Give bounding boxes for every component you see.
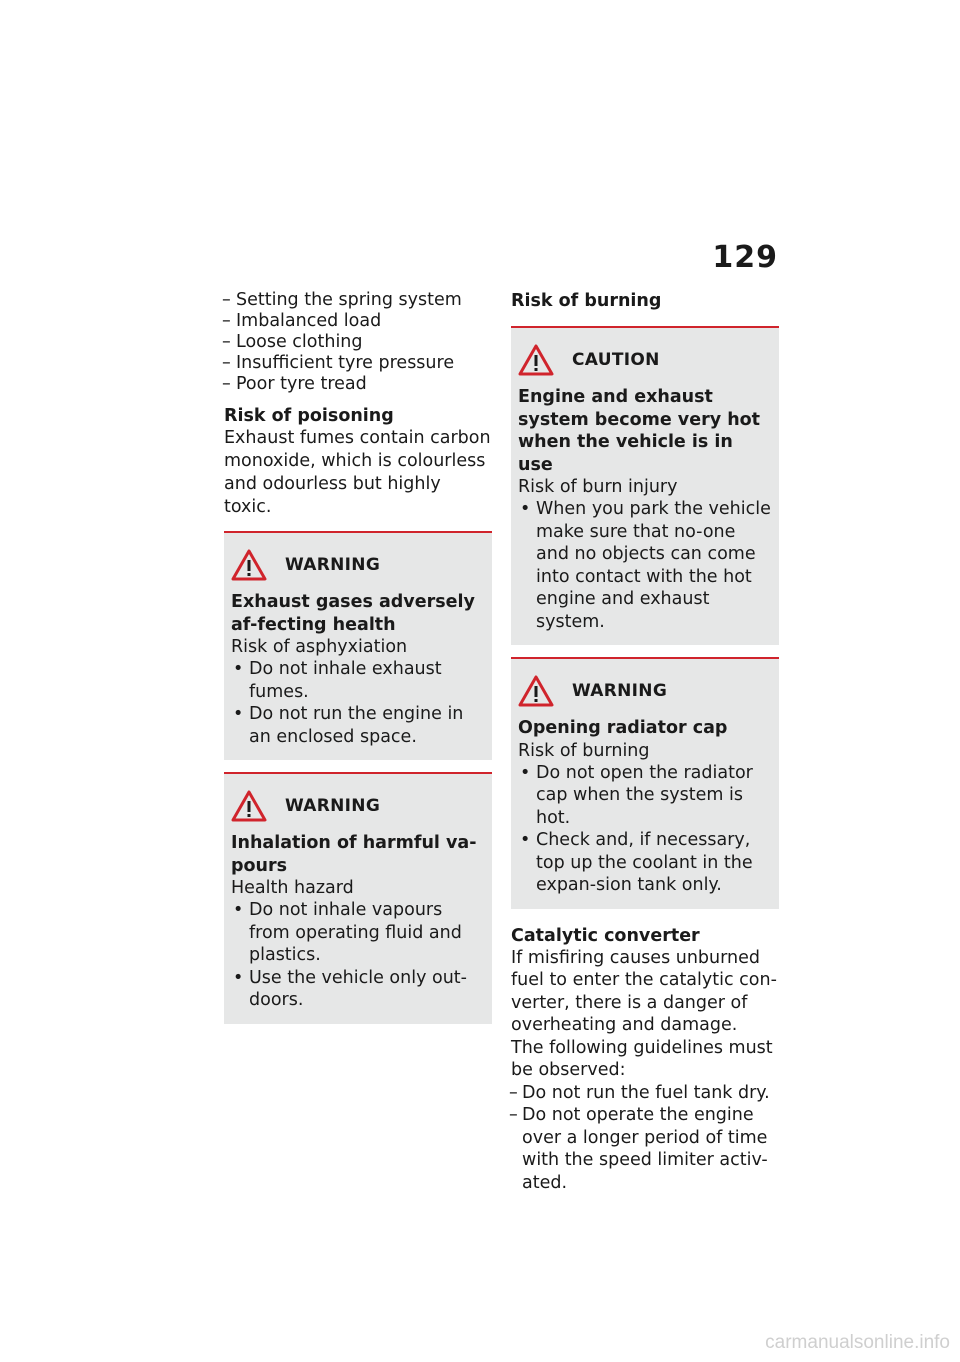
right-column	[511, 290, 779, 1194]
list-item: – Do not operate the engine over a longer period of time with the speed limiter activ-ated.	[511, 1104, 779, 1194]
left-column	[224, 290, 492, 1024]
list-item: – Poor tyre tread	[224, 374, 492, 395]
list-item: – Do not run the fuel tank dry.	[511, 1082, 779, 1105]
notice-title: Engine and exhaust system become very hot when the vehicle is in use	[518, 387, 761, 475]
poison-text: Exhaust fumes contain carbon monoxide, which is colourless and odourless but highly toxic.	[224, 428, 491, 517]
poison-heading: Risk of poisoning	[224, 406, 394, 426]
notice-label: WARNING	[285, 796, 381, 816]
warning-box-radiator	[511, 657, 779, 909]
warning-triangle-icon	[518, 675, 554, 707]
warning-box-vapours	[224, 772, 492, 1024]
list-item: – Imbalanced load	[224, 311, 492, 332]
list-item: • Do not open the radiator cap when the system is hot.	[518, 762, 773, 830]
notice-risk: Health hazard	[231, 878, 354, 898]
notice-label: WARNING	[285, 555, 381, 575]
warning-triangle-icon	[518, 344, 554, 376]
notice-label: WARNING	[572, 681, 668, 701]
notice-items	[518, 762, 773, 897]
notice-header	[518, 344, 773, 376]
warning-triangle-icon	[231, 790, 267, 822]
notice-items	[231, 658, 486, 748]
notice-header	[231, 549, 486, 581]
guidelines-list	[511, 1082, 779, 1195]
page-number: 129	[712, 240, 778, 275]
notice-risk: Risk of burn injury	[518, 477, 678, 497]
notice-items	[231, 899, 486, 1012]
list-item: – Loose clothing	[224, 332, 492, 353]
list-item: • Do not run the engine in an enclosed space.	[231, 703, 486, 748]
caution-box-hot-engine	[511, 326, 779, 645]
warning-box-exhaust	[224, 531, 492, 760]
notice-header	[231, 790, 486, 822]
list-item: – Insufficient tyre pressure	[224, 353, 492, 374]
catalytic-text: If misfiring causes unburned fuel to enter the catalytic con-verter, there is a danger of overheating and damage.	[511, 947, 777, 1035]
notice-label: CAUTION	[572, 350, 660, 370]
list-item: – Setting the spring system	[224, 290, 492, 311]
list-item: • When you park the vehicle make sure that no-one and no objects can come into contact with the hot engine and exhaust system.	[518, 498, 773, 633]
watermark: carmanualsonline.info	[765, 1332, 950, 1353]
catalytic-heading: Catalytic converter	[511, 925, 700, 946]
notice-risk: Risk of asphyxiation	[231, 637, 408, 657]
notice-title: Inhalation of harmful va-pours	[231, 833, 477, 876]
warning-triangle-icon	[231, 549, 267, 581]
notice-title: Exhaust gases adversely af-fecting health	[231, 592, 475, 635]
notice-items	[518, 498, 773, 633]
factor-list	[224, 290, 492, 395]
list-item: • Do not inhale exhaust fumes.	[231, 658, 486, 703]
notice-header	[518, 675, 773, 707]
notice-title: Opening radiator cap	[518, 718, 728, 738]
list-item: • Use the vehicle only out-doors.	[231, 967, 486, 1012]
list-item: • Do not inhale vapours from operating fluid and plastics.	[231, 899, 486, 967]
notice-risk: Risk of burning	[518, 740, 650, 761]
burn-heading: Risk of burning	[511, 291, 662, 311]
list-item: • Check and, if necessary, top up the coolant in the expan-sion tank only.	[518, 829, 773, 897]
guidelines-text: The following guidelines must be observed:	[511, 1037, 773, 1080]
